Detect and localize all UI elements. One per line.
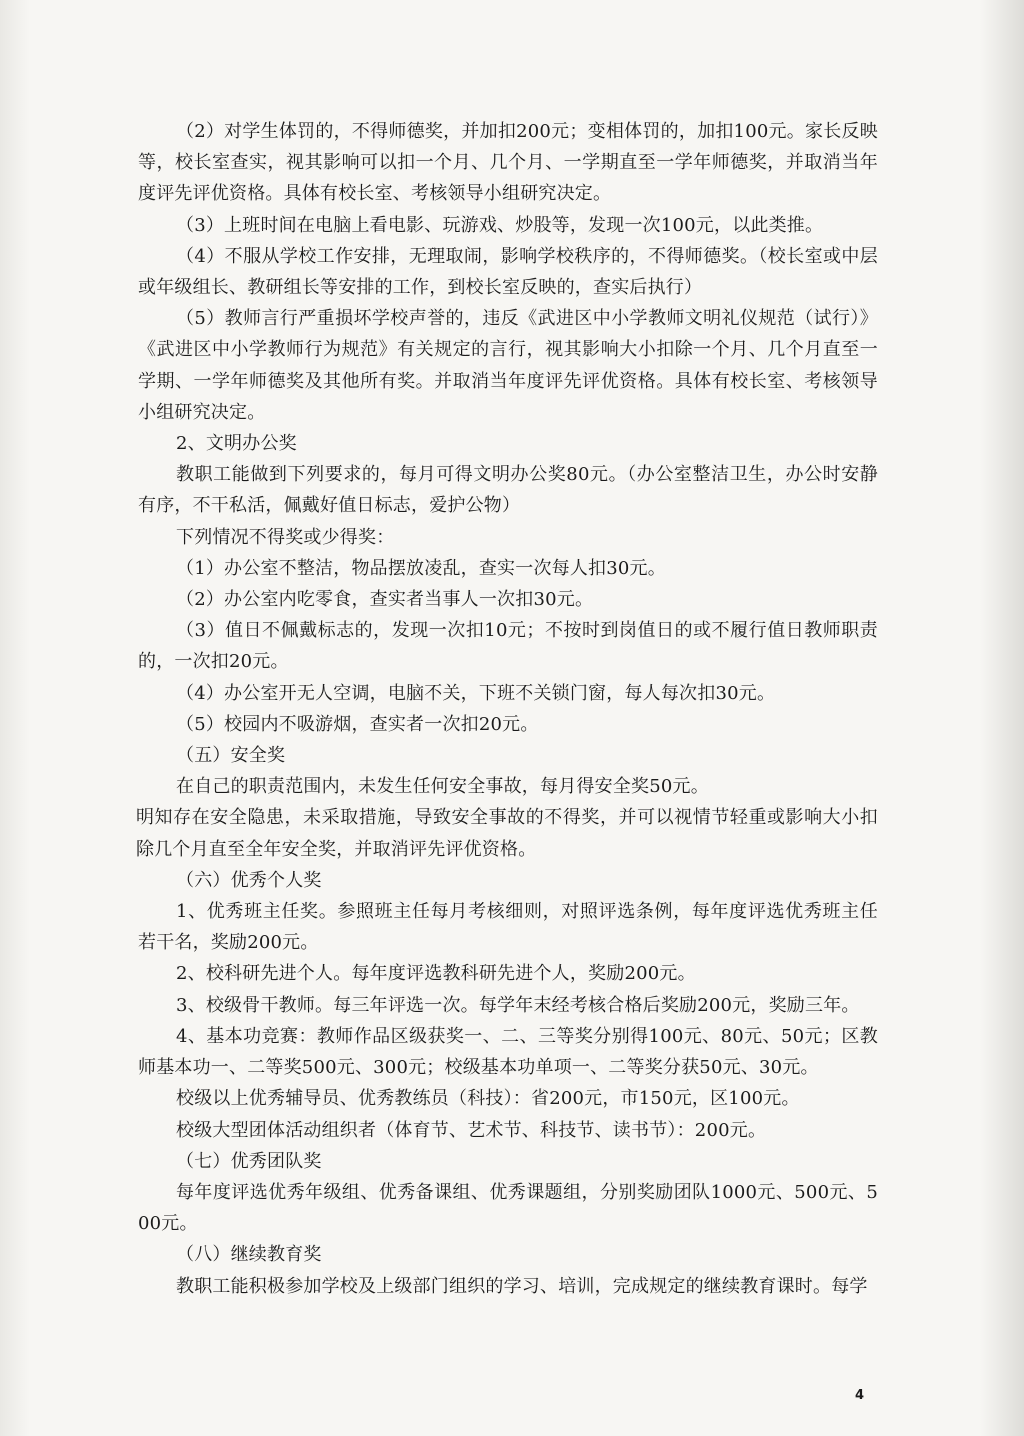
document-body [138,116,878,1302]
paragraph: 教职工能做到下列要求的，每月可得文明办公奖80元。（办公室整洁卫生，办公时安静有序，不干私活，佩戴好值日标志，爱护公物） [138,464,878,517]
list-item: （4）办公室开无人空调，电脑不关，下班不关锁门窗，每人每次扣30元。 [176,682,776,704]
paragraph: 校级大型团体活动组织者（体育节、艺术节、科技节、读书节）：200元。 [176,1119,767,1141]
paragraph: 校级以上优秀辅导员、优秀教练员（科技）：省200元，市150元，区100元。 [176,1088,800,1110]
list-item: （3）值日不佩戴标志的，发现一次扣10元；不按时到岗值日的或不履行值日教师职责的，一次扣20元。 [138,620,878,673]
paragraph: 在自己的职责范围内，未发生任何安全事故，每月得安全奖50元。 [176,776,709,798]
paragraph: 3、校级骨干教师。每三年评选一次。每学年末经考核合格后奖励200元，奖励三年。 [176,994,860,1016]
section-heading: （五）安全奖 [176,745,286,767]
page-number: 4 [855,1388,865,1403]
section-heading: 2、文明办公奖 [176,433,297,455]
list-item: （2）办公室内吃零食，查实者当事人一次扣30元。 [176,589,594,611]
section-heading: （六）优秀个人奖 [176,869,322,891]
paragraph: （2）对学生体罚的，不得师德奖，并加扣200元；变相体罚的，加扣100元。家长反映等，校长室查实，视其影响可以扣一个月、几个月、一学期直至一学年师德奖，并取消当年度评先评优资格。具体有校长室、考核领导小组研究决定。 [138,121,878,205]
paragraph: （4）不服从学校工作安排，无理取闹，影响学校秩序的，不得师德奖。（校长室或中层或年级组长、教研组长等安排的工作，到校长室反映的，查实后执行） [138,245,878,299]
list-item: （1）办公室不整洁，物品摆放凌乱，查实一次每人扣30元。 [176,557,666,579]
paragraph: （5）教师言行严重损坏学校声誉的，违反《武进区中小学教师文明礼仪规范（试行）》《武进区中小学教师行为规范》有关规定的言行，视其影响大小扣除一个月、几个月直至一学期、一学年师德奖及其他所有奖。并取消当年度评先评优资格。具体有校长室、考核领导小组研究决定。 [138,308,878,423]
paragraph: 1、优秀班主任奖。参照班主任每月考核细则，对照评选条例，每年度评选优秀班主任若干名，奖励200元。 [138,901,878,954]
paragraph: 2、校科研先进个人。每年度评选教科研先进个人，奖励200元。 [176,963,696,985]
list-item: （5）校园内不吸游烟，查实者一次扣20元。 [176,713,539,735]
paragraph: 明知存在安全隐患，未采取措施，导致安全事故的不得奖，并可以视情节轻重或影响大小扣除几个月直至全年安全奖，并取消评先评优资格。 [136,807,878,860]
paragraph: 下列情况不得奖或少得奖： [176,526,395,548]
paragraph: 教职工能积极参加学校及上级部门组织的学习、培训，完成规定的继续教育课时。每学 [176,1275,868,1297]
paragraph: 每年度评选优秀年级组、优秀备课组、优秀课题组，分别奖励团队1000元、500元、500元。 [138,1181,878,1235]
section-heading: （八）继续教育奖 [176,1244,322,1266]
section-heading: （七）优秀团队奖 [176,1150,322,1172]
paragraph: 4、基本功竞赛：教师作品区级获奖一、二、三等奖分别得100元、80元、50元；区教师基本功一、二等奖500元、300元；校级基本功单项一、二等奖分获50元、30元。 [138,1025,878,1079]
paragraph: （3）上班时间在电脑上看电影、玩游戏、炒股等，发现一次100元，以此类推。 [176,214,824,236]
